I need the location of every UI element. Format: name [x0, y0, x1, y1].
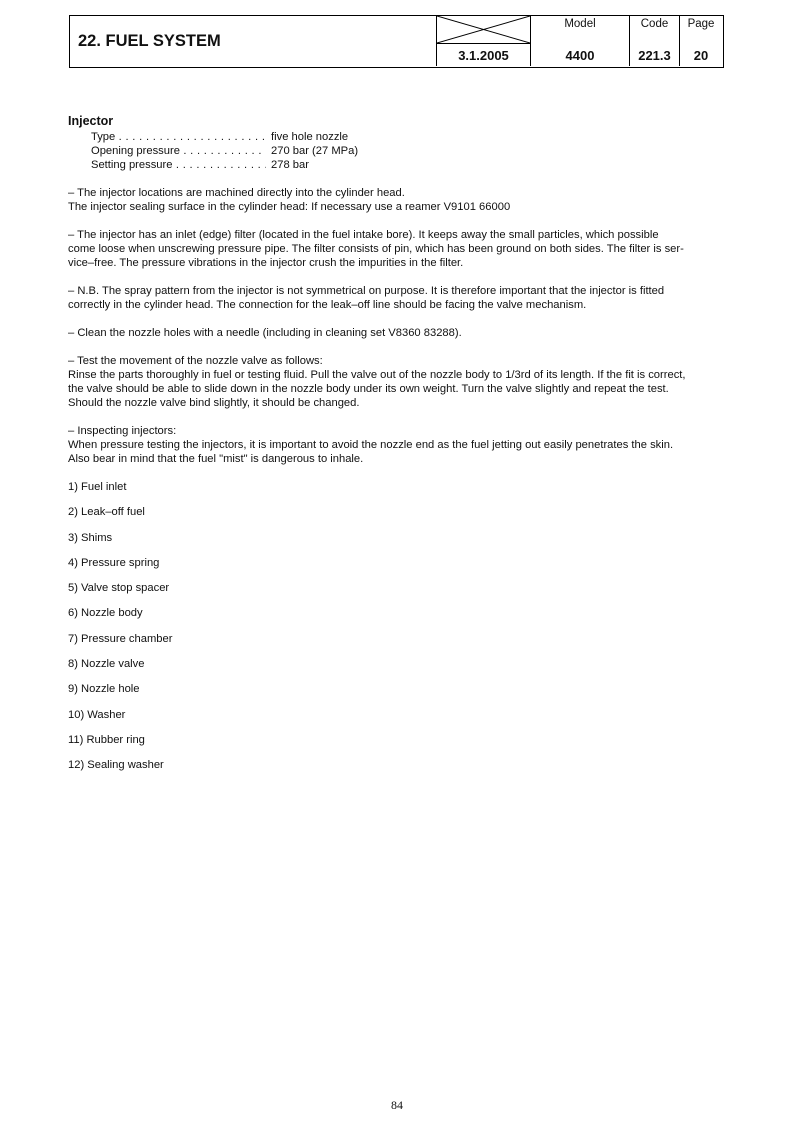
list-item: 5) Valve stop spacer — [68, 582, 170, 595]
parts-list — [68, 480, 724, 772]
list-item: 9) Nozzle hole — [68, 683, 140, 696]
spec-row — [91, 130, 724, 144]
paragraph — [68, 186, 724, 214]
page-cell — [680, 16, 722, 66]
paragraph-line: correctly in the cylinder head. The connection for the leak–off line should be facing the valve mechanism. — [68, 299, 587, 311]
paragraph-line: – The injector has an inlet (edge) filter (located in the fuel intake bore). It keeps away the small particles, which possible — [68, 229, 659, 241]
list-item: 8) Nozzle valve — [68, 658, 145, 671]
paragraph — [68, 424, 724, 466]
document-header — [69, 15, 724, 68]
list-item: 12) Sealing washer — [68, 759, 164, 772]
paragraph-line: Also bear in mind that the fuel "mist" is dangerous to inhale. — [68, 453, 364, 465]
list-item: 1) Fuel inlet — [68, 481, 127, 493]
cross-mark-icon — [437, 16, 530, 43]
spec-label: Opening pressure . . . — [91, 144, 266, 158]
paragraph-line: – The injector locations are machined directly into the cylinder head. — [68, 187, 405, 199]
paragraph-line: The injector sealing surface in the cylinder head: If necessary use a reamer V9101 66000 — [68, 201, 511, 213]
code-label: Code — [640, 18, 669, 30]
paragraph-line: – Inspecting injectors: — [68, 425, 177, 437]
list-item: 2) Leak–off fuel — [68, 506, 145, 519]
list-item: 11) Rubber ring — [68, 733, 145, 746]
spec-row — [91, 158, 724, 172]
chapter-title: 22. FUEL SYSTEM — [70, 16, 437, 66]
paragraph-line: Should the nozzle valve bind slightly, it should be changed. — [68, 397, 360, 409]
paragraph-line: – Test the movement of the nozzle valve as follows: — [68, 355, 323, 367]
list-item: 3) Shims — [68, 531, 113, 544]
spec-list — [91, 130, 724, 172]
paragraph — [68, 284, 724, 312]
spec-value: five hole nozzle — [271, 131, 349, 143]
list-item: 4) Pressure spring — [68, 556, 160, 569]
page-number: 84 — [391, 1098, 403, 1112]
paragraph-line: When pressure testing the injectors, it is important to avoid the nozzle end as the fuel jetting out easily penetrates the skin. — [68, 439, 674, 451]
list-item: 10) Washer — [68, 708, 126, 721]
spec-value: 278 bar — [271, 159, 309, 171]
paragraph-line: – Clean the nozzle holes with a needle (including in cleaning set V8360 83288). — [68, 327, 462, 339]
spec-label: Setting pressure . . . — [91, 158, 266, 172]
main-content — [68, 114, 724, 784]
model-cell — [531, 16, 630, 66]
list-item: 7) Pressure chamber — [68, 632, 173, 645]
paragraph-line: vice–free. The pressure vibrations in the injector crush the impurities in the filter. — [68, 257, 464, 269]
code-cell — [630, 16, 680, 66]
crossed-box — [437, 16, 531, 44]
spec-row — [91, 144, 724, 158]
spec-label: Type . . . — [91, 130, 266, 144]
page-label: Page — [687, 18, 715, 30]
paragraph-line: come loose when unscrewing pressure pipe. The filter consists of pin, which has been ground on both sides. The filter is ser- — [68, 243, 684, 255]
code-value: 221.3 — [638, 48, 671, 63]
issue-date: 3.1.2005 — [437, 44, 531, 66]
model-value: 4400 — [565, 48, 595, 63]
paragraph — [68, 354, 724, 410]
paragraph — [68, 228, 724, 270]
section-title: Injector — [68, 114, 114, 128]
list-item: 6) Nozzle body — [68, 607, 143, 620]
paragraph-line: Rinse the parts thoroughly in fuel or testing fluid. Pull the valve out of the nozzle body to 1/3rd of its length. If the fit is correct, — [68, 369, 686, 381]
paragraph-line: the valve should be able to slide down in the nozzle body under its own weight. Turn the valve slightly and repeat the test. — [68, 383, 669, 395]
page-value: 20 — [693, 48, 709, 63]
spec-value: 270 bar (27 MPa) — [271, 145, 359, 157]
paragraph — [68, 326, 724, 340]
model-label: Model — [564, 18, 596, 30]
paragraph-line: – N.B. The spray pattern from the injector is not symmetrical on purpose. It is therefore important that the injector is fitted — [68, 285, 665, 297]
